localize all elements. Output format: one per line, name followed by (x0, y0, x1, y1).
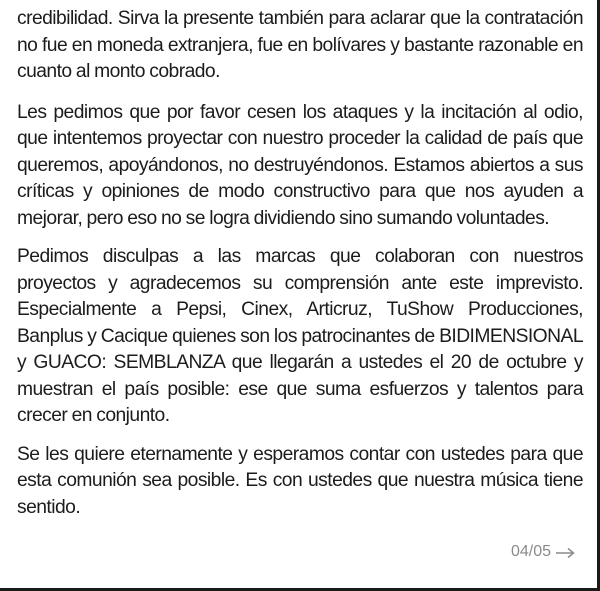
paragraph-3: Pedimos disculpas a las marcas que colaboran con nuestros proyectos y agradecemos su comprensión ante este imprevisto. Especialmente a Pepsi, Cinex, Articruz, TuShow Producciones, Banplus y Cacique quienes son los patrocinantes de BIDIMENSIONAL y GUACO: SEMBLANZA que llegarán a ustedes el 20 de octubre y muestran el país posible: ese que suma esfuerzos y talentos para crecer en conjunto. (17, 246, 583, 426)
paragraph-1: credibilidad. Sirva la presente también para aclarar que la contratación no fue en moneda extranjera, fue en bolívares y bastante razonable en cuanto al monto cobrado. (17, 8, 583, 82)
page-number: 04/05 (510, 543, 551, 560)
paragraph-4: Se les quiere eternamente y esperamos contar con ustedes para que esta comunión sea posible. Es con ustedes que nuestra música tiene sentido. (17, 443, 583, 518)
arrow-right-icon (555, 546, 575, 558)
document-body (17, 6, 583, 533)
paragraph-2: Les pedimos que por favor cesen los ataques y la incitación al odio, que intentemos proyectar con nuestro proceder la calidad de país que queremos, apoyándonos, no destruyéndonos. Estamos abiertos a sus críticas y opiniones de modo constructivo para que nos ayuden a mejorar, pero eso no se logra dividiendo sino sumando voluntades. (17, 101, 583, 229)
page-indicator (511, 543, 575, 561)
